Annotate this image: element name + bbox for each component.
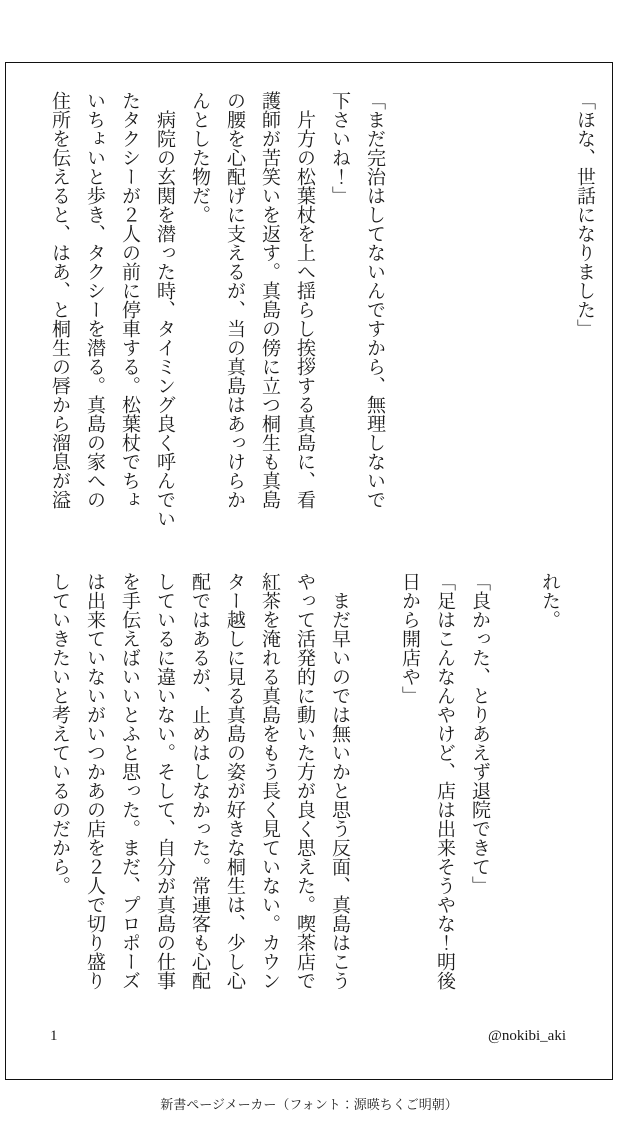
text-line-empty — [427, 91, 462, 517]
text-line: の腰を心配げに支えるが、当の真島はあっけらか — [224, 91, 245, 509]
text-line: 配ではあるが、止めはしなかった。常連客も心配 — [189, 572, 210, 990]
text-line-empty — [497, 91, 532, 517]
text-line: 下さいね！」 — [329, 91, 350, 205]
page-number: 1 — [50, 1028, 58, 1044]
text-line: していきたいと考えているのだから。 — [49, 572, 70, 895]
text-row-bottom — [42, 572, 602, 998]
text-line: 紅茶を淹れる真島をもう長く見ていない。カウン — [259, 572, 280, 990]
text-line: 住所を伝えると、はあ、と桐生の唇から溜息が溢 — [49, 91, 70, 509]
text-line: 片方の松葉杖を上へ揺らし挨拶する真島に、看 — [294, 91, 315, 509]
text-line-empty — [392, 91, 427, 517]
author-handle: @nokibi_aki — [488, 1028, 566, 1044]
text-line: しているに違いない。そして、自分が真島の仕事 — [154, 572, 175, 990]
text-line-empty — [532, 91, 567, 517]
text-line: 日から開店や」 — [399, 572, 420, 705]
text-line: 「良かった、とりあえず退院できて」 — [469, 572, 490, 895]
text-line: んとした物だ。 — [189, 91, 210, 224]
text-line: 護師が苦笑いを返す。真島の傍に立つ桐生も真島 — [259, 91, 280, 509]
text-line: を手伝えばいいとふと思った。まだ、プロポーズ — [119, 572, 140, 990]
text-line-empty — [567, 572, 602, 998]
text-line: 「まだ完治はしてないんですから、無理しないで — [364, 91, 385, 509]
text-line: れた。 — [539, 572, 560, 629]
generator-caption: 新書ページメーカー（フォント：源暎ちくご明朝） — [160, 1097, 458, 1112]
text-line: 「ほな、世話になりました」 — [574, 91, 595, 338]
text-line: 「足はこんなんやけど、店は出来そうやな！明後 — [434, 572, 455, 990]
text-line: まだ早いのでは無いかと思う反面、真島はこう — [329, 572, 350, 990]
text-line: 病院の玄関を潜った時、タイミング良く呼んでい — [154, 91, 175, 528]
text-line: やって活発的に動いた方が良く思えた。喫茶店で — [294, 572, 315, 990]
text-line: は出来ていないがいつかあの店を２人で切り盛り — [84, 572, 105, 990]
text-line-empty — [462, 91, 497, 517]
page-frame — [5, 62, 613, 1080]
text-line: いちょいと歩き、タクシーを潜る。真島の家への — [84, 91, 105, 509]
text-line: たタクシーが２人の前に停車する。松葉杖でちょ — [119, 91, 140, 509]
text-line-empty — [497, 572, 532, 998]
text-row-top — [42, 91, 602, 528]
text-line: ター越しに見る真島の姿が好きな桐生は、少し心 — [224, 572, 245, 990]
text-line-empty — [357, 572, 392, 998]
